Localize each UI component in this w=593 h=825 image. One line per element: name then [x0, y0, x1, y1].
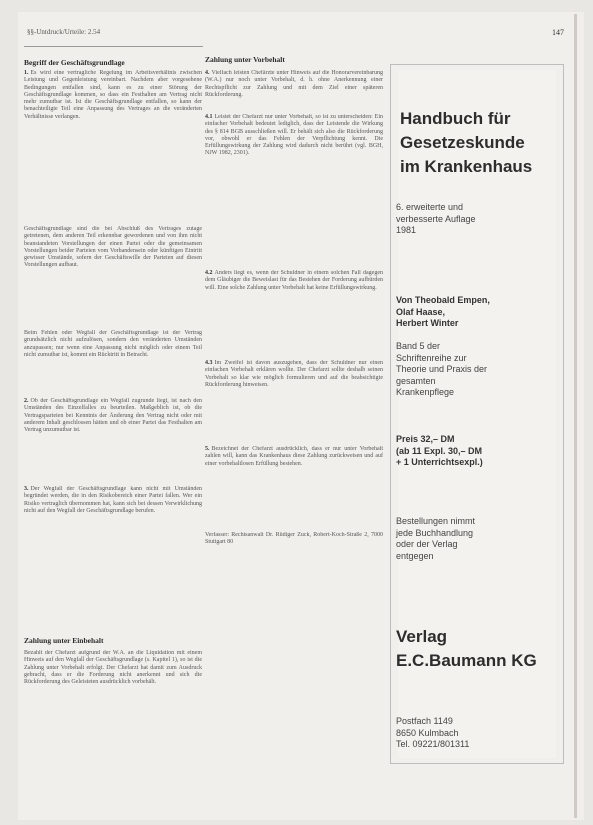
paragraph-item-2: 2. Ob der Geschäftsgrundlage ein Wegfall zugrunde liegt, ist nach den Umständen des Einzelfalles zu beurteilen. Maßgeblich ist, ob die Vertragsparteien bei Kenntnis der Änderung den Vertrag nicht oder mit anderem Inhalt geschlossen hätten und ob einer Partei das Festhalten am Vertrag unzumutbar ist.: [24, 398, 202, 434]
paragraph-2: Geschäftsgrundlage sind die bei Abschluß des Vertrages zutage getretenen, dem anderen Teil erkennbar gewordenen und von ihm nicht beanstandeten Vorstellungen der einen Partei oder die gemeinsamen Vorstellungen beider Parteien vom Vorhandensein oder künftigen Eintritt gewisser Umstände, sofern der Geschäftswille der Parteien auf diesen Vorstellungen aufbaut.: [24, 226, 202, 269]
col2-item-2: 4.3 Im Zweifel ist davon auszugehen, dass der Schuldner nur einen einfachen Vorbehalt erklären wollte. Der Chefarzt sollte deshalb seinen Vorbehalt so klar wie möglich formulieren und auf die beabsichtigte Rückforderung hinweisen.: [205, 360, 383, 388]
ad-order-line-4: entgegen: [396, 550, 434, 561]
ad-title-line-2: Gesetzeskunde: [400, 133, 525, 152]
col2-intro: 4. Vielfach leisten Chefärzte unter Hinweis auf die Honorarvereinbarung (W.A.) nur noch unter Vorbehalt, d. h. ohne Anerkennung einer Rechtspflicht zur Zahlung und mit dem Ziel einer späteren Rückforderung.: [205, 70, 383, 98]
ad-ordering: [396, 516, 475, 562]
ad-edition-line-1: 6. erweiterte und: [396, 202, 464, 212]
ad-price-line-1: Preis 32,– DM: [396, 434, 455, 444]
section-heading-geschaeftsgrundlage: Begriff der Geschäftsgrundlage: [24, 58, 125, 67]
ad-edition-line-2: verbesserte Auflage: [396, 213, 476, 224]
ad-author-2: Olaf Haase,: [396, 306, 446, 317]
paragraph-3: Beim Fehlen oder Wegfall der Geschäftsgrundlage ist der Vertrag grundsätzlich nicht aufzulösen, sondern den veränderten Umständen anzupassen; nur wenn eine Anpassung nicht möglich oder einem Teil nicht zumutbar ist, kommt ein Rücktritt in Betracht.: [24, 330, 202, 358]
ad-edition-line-3: 1981: [396, 225, 417, 235]
ad-price-line-2: (ab 11 Expl. 30,– DM: [396, 445, 483, 456]
section-heading-vorbehalt: Zahlung unter Vorbehalt: [205, 55, 285, 64]
ad-address-line-1: Postfach 1149: [396, 716, 453, 726]
ad-series-line-5: Krankenpflege: [396, 387, 455, 397]
col2-item-1: 4.1 Leistet der Chefarzt nur unter Vorbehalt, so ist zu unterscheiden: Ein einfacher Vorbehalt bedeutet lediglich, dass der Leistende die Wirkung des § 814 BGB ausschließen will. Er behält sich also die Rückforderung vor, obwohl er das Fehlen der Verpflichtung kennt. Die Erfüllungswirkung der Zahlung wird dadurch nicht berührt (vgl. BGH, NJW 1982, 2301).: [205, 114, 383, 157]
section-heading-einbehalt: Zahlung unter Einbehalt: [24, 636, 104, 645]
ad-price: [396, 434, 483, 469]
col2-item-3: 5. Bezeichnet der Chefarzt ausdrücklich, dass er nur unter Vorbehalt zahlen will, kann das Krankenhaus diese Zahlung zurückweisen und auf einer vorbehaltlosen Erfüllung bestehen.: [205, 446, 383, 467]
ad-publisher-line-1: Verlag: [396, 627, 448, 646]
ad-series-line-1: Band 5 der: [396, 341, 441, 351]
paragraph-item-3: 3. Der Wegfall der Geschäftsgrundlage kann nicht mit Umständen begründet werden, die in den Risikobereich einer Partei fallen. Wer ein Risiko vertraglich übernommen hat, kann sich bei dessen Verwirklichung nicht auf den Wegfall der Geschäftsgrundlage berufen.: [24, 486, 202, 514]
ad-order-line-2: jede Buchhandlung: [396, 527, 474, 538]
ad-order-line-1: Bestellungen nimmt: [396, 516, 476, 526]
ad-title-line-1: Handbuch für: [400, 109, 511, 128]
ad-author-3: Herbert Winter: [396, 318, 459, 328]
ad-author-1: Von Theobald Empen,: [396, 295, 490, 305]
paragraph-1: 1. Es wird eine vertragliche Regelung im Arbeitsverhältnis zwischen Leistung und Gegenleistung vereinbart. Nachdem aber vorgesehene Bedingungen entfallen sind, kann es zu einer Störung der Geschäftsgrundlage kommen, so dass ein Festhalten am Vertrag nicht mehr zumutbar ist. Ist die Geschäftsgrundlage entfallen, so kann der benachteiligte Teil eine Anpassung des Vertrages an die veränderten Verhältnisse verlangen.: [24, 70, 202, 120]
header-rule: [24, 46, 203, 47]
ad-edition: [396, 202, 476, 237]
author-note: Verfasser: Rechtsanwalt Dr. Rüdiger Zuck, Robert-Koch-Straße 2, 7000 Stuttgart 80: [205, 532, 383, 546]
ad-authors: [396, 295, 490, 330]
ad-address-line-2: 8650 Kulmbach: [396, 727, 459, 738]
ad-address: [396, 716, 469, 751]
ad-series-line-2: Schriftenreihe zur: [396, 352, 467, 363]
running-header: §§-Untdruck/Urteile: 2.54: [27, 28, 101, 36]
ad-series: [396, 341, 487, 399]
page-number: 147: [552, 28, 564, 37]
ad-publisher: [396, 625, 537, 673]
col2-item-1b: 4.2 Anders liegt es, wenn der Schuldner in einem solchen Fall dagegen dem Gläubiger die Beweislast für das Bestehen der Forderung aufbürden will. Eine solche Zahlung unter Vorbehalt hat keine Erfüllungswirkung.: [205, 270, 383, 291]
ad-series-line-3: Theorie und Praxis der: [396, 364, 488, 374]
ad-book-title: [400, 107, 532, 179]
ad-address-line-3: Tel. 09221/801311: [396, 739, 470, 749]
ad-price-line-3: + 1 Unterrichtsexpl.): [396, 457, 483, 467]
ad-publisher-line-2: E.C.Baumann KG: [396, 651, 537, 670]
ad-series-line-4: gesamten: [396, 375, 436, 386]
paragraph-4: Bezahlt der Chefarzt aufgrund der W.A. an die Liquidation mit einem Hinweis auf den Wegfall der Geschäftsgrundlage (s. Kapitel 1), so ist die Zahlung unter Vorbehalt erfolgt. Der Chefarzt hat damit zum Ausdruck gebracht, dass er die Forderung nicht anerkennt und sich die Rückforderung des Geleisteten ausdrücklich vorbehält.: [24, 650, 202, 686]
ad-title-line-3: im Krankenhaus: [400, 157, 533, 176]
ad-order-line-3: oder der Verlag: [396, 539, 458, 549]
page-edge-shadow: [574, 14, 577, 818]
